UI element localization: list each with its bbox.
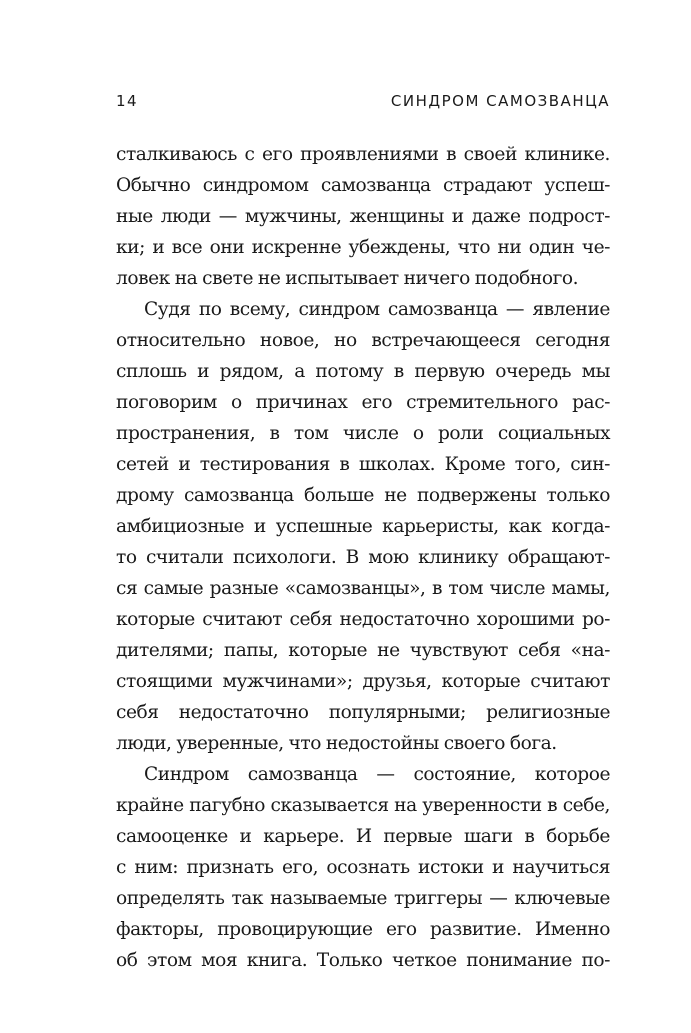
text-line: ные люди — мужчины, женщины и даже подрост-	[116, 206, 610, 227]
text-line: ся самые разные «самозванцы», в том числе мамы,	[116, 578, 610, 599]
text-line: с ним: признать его, осознать истоки и научиться	[116, 857, 610, 878]
text-line: Обычно синдромом самозванца страдают успеш-	[116, 175, 610, 196]
paragraph-1	[116, 139, 610, 294]
text-line: то считали психологи. В мою клинику обращают-	[116, 547, 610, 568]
text-line: поговорим о причинах его стремительного рас-	[116, 392, 610, 413]
text-line: Синдром самозванца — состояние, которое	[144, 764, 610, 785]
text-line: самооценке и карьере. И первые шаги в борьбе	[116, 826, 610, 847]
text-line: пространения, в том числе о роли социальных	[116, 423, 610, 444]
text-line: определять так называемые триггеры — ключевые	[116, 888, 610, 909]
running-title: СИНДРОМ САМОЗВАНЦА	[390, 92, 610, 110]
text-line: сплошь и рядом, а потому в первую очередь мы	[116, 361, 610, 382]
text-line: дрому самозванца больше не подвержены только	[116, 485, 610, 506]
text-line: ки; и все они искренне убеждены, что ни один че-	[116, 237, 610, 258]
text-line: дителями; папы, которые не чувствуют себя «на-	[116, 640, 610, 661]
text-line: сетей и тестирования в школах. Кроме того, син-	[116, 454, 610, 475]
text-line: люди, уверенные, что недостойны своего бога.	[116, 733, 557, 754]
text-line: амбициозные и успешные карьеристы, как когда-	[116, 516, 610, 537]
paragraph-2	[116, 294, 610, 759]
running-head	[116, 92, 610, 116]
text-line: стоящими мужчинами»; друзья, которые считают	[116, 671, 610, 692]
text-line: Судя по всему, синдром самозванца — явление	[144, 299, 610, 320]
body-text	[116, 139, 610, 976]
paragraph-3	[116, 759, 610, 976]
text-line: относительно новое, но встречающееся сегодня	[116, 330, 610, 351]
text-line: себя недостаточно популярными; религиозные	[116, 702, 610, 723]
text-line: факторы, провоцирующие его развитие. Именно	[116, 919, 610, 940]
text-line: ловек на свете не испытывает ничего подобного.	[116, 268, 579, 289]
text-line: которые считают себя недостаточно хорошими ро-	[116, 609, 610, 630]
text-line: об этом моя книга. Только четкое понимание по-	[116, 950, 610, 971]
text-line: крайне пагубно сказывается на уверенности в себе,	[116, 795, 610, 816]
page-number: 14	[116, 92, 139, 110]
text-line: сталкиваюсь с его проявлениями в своей клинике.	[116, 144, 610, 165]
